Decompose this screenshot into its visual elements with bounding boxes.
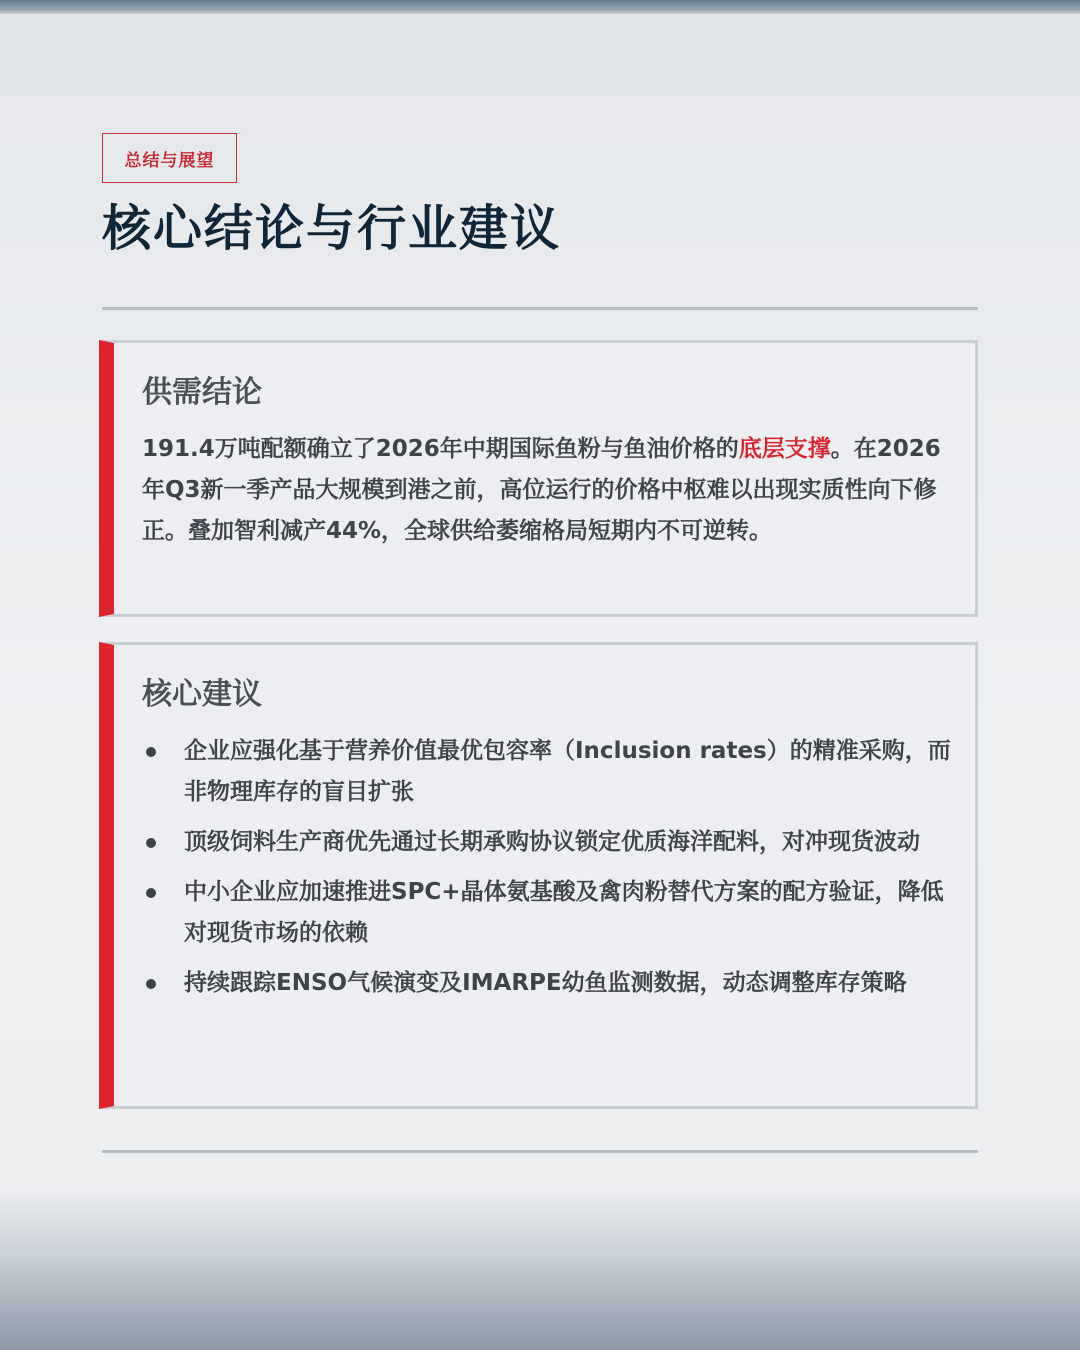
advice-item-text: 企业应强化基于营养价值最优包容率（Inclusion rates）的精准采购，而非物理库存的盲目扩张 xyxy=(184,738,951,805)
bullet-icon xyxy=(146,838,156,848)
supply-card-text xyxy=(142,429,942,552)
top-divider xyxy=(102,307,978,310)
supply-text-before: 191.4万吨配额确立了2026年中期国际鱼粉与鱼油价格的 xyxy=(142,436,739,462)
bullet-icon xyxy=(146,979,156,989)
advice-list-item xyxy=(142,963,954,1004)
advice-list-item xyxy=(142,731,954,813)
section-tag: 总结与展望 xyxy=(102,133,237,183)
core-advice-card xyxy=(99,642,978,1109)
supply-demand-card xyxy=(99,340,978,617)
advice-card-title: 核心建议 xyxy=(142,677,262,712)
supply-text-after: 。在2026年Q3新一季产品大规模到港之前，高位运行的价格中枢难以出现实质性向下修正。叠加智利减产44%，全球供给萎缩格局短期内不可逆转。 xyxy=(142,436,941,544)
bottom-divider xyxy=(102,1150,978,1153)
advice-list xyxy=(142,731,954,1013)
top-decorative-bar xyxy=(0,0,1080,14)
bullet-icon xyxy=(146,747,156,757)
advice-list-item xyxy=(142,872,954,954)
advice-list-item xyxy=(142,822,954,863)
advice-item-text: 持续跟踪ENSO气候演变及IMARPE幼鱼监测数据，动态调整库存策略 xyxy=(184,970,907,996)
page-title: 核心结论与行业建议 xyxy=(102,200,562,257)
supply-text-highlight: 底层支撑 xyxy=(738,436,831,462)
advice-item-text: 顶级饲料生产商优先通过长期承购协议锁定优质海洋配料，对冲现货波动 xyxy=(184,829,920,855)
supply-card-title: 供需结论 xyxy=(142,375,262,410)
advice-item-text: 中小企业应加速推进SPC+晶体氨基酸及禽肉粉替代方案的配方验证，降低对现货市场的依赖 xyxy=(184,879,944,946)
bullet-icon xyxy=(146,888,156,898)
